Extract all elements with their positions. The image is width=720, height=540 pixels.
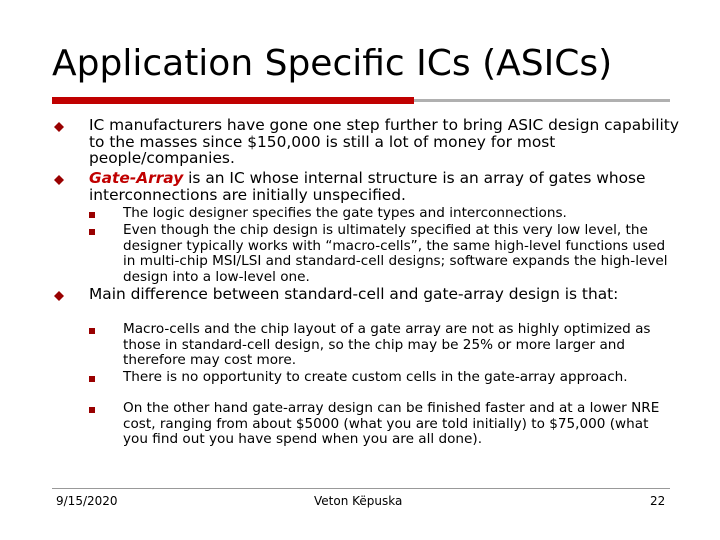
square-bullet-icon xyxy=(89,407,95,413)
sub-bullet-text: Macro-cells and the chip layout of a gate array are not as highly optimized as those in standard-cell design, so the chip may be 25% or more larger and therefore may cost more. xyxy=(123,321,651,368)
diamond-bullet-icon xyxy=(54,175,64,185)
square-bullet-icon xyxy=(89,212,95,218)
slide-title: Application Specific ICs (ASICs) xyxy=(52,43,613,84)
footer-rule xyxy=(52,488,670,489)
bullet-text-rest: is an IC whose internal structure is an array of gates whose interconnections are initially unspecified. xyxy=(89,169,646,204)
sub-bullet-text: Even though the chip design is ultimately specified at this very low level, the designer typically works with “macro-cells”, the same high-level functions used in multi-chip MSI/LSI and standard-cell designs; software expands the high-level design into a low-level one. xyxy=(123,222,668,285)
bullet-text xyxy=(89,170,684,203)
square-bullet-icon xyxy=(89,376,95,382)
sub-bullet-text: There is no opportunity to create custom cells in the gate-array approach. xyxy=(123,369,628,385)
footer-page-number: 22 xyxy=(650,494,666,508)
bullet-text: Main difference between standard-cell and gate-array design is that: xyxy=(89,285,619,303)
square-bullet-icon xyxy=(89,328,95,334)
footer-author: Veton Këpuska xyxy=(314,494,403,508)
square-bullet-icon xyxy=(89,229,95,235)
bullet-text: IC manufacturers have gone one step further to bring ASIC design capability to the masses since $150,000 is still a lot of money for most people/companies. xyxy=(89,116,679,167)
sub-bullet-text: The logic designer specifies the gate types and interconnections. xyxy=(123,205,567,221)
gate-array-term: Gate-Array xyxy=(89,169,184,187)
diamond-bullet-icon xyxy=(54,291,64,301)
diamond-bullet-icon xyxy=(54,122,64,132)
sub-bullet-text: On the other hand gate-array design can be finished faster and at a lower NRE cost, ranging from about $5000 (what you are told initially) to $75,000 (what you find out you have spend when you are all done). xyxy=(123,400,660,447)
footer-date: 9/15/2020 xyxy=(56,494,118,508)
title-accent-bar xyxy=(52,97,414,104)
